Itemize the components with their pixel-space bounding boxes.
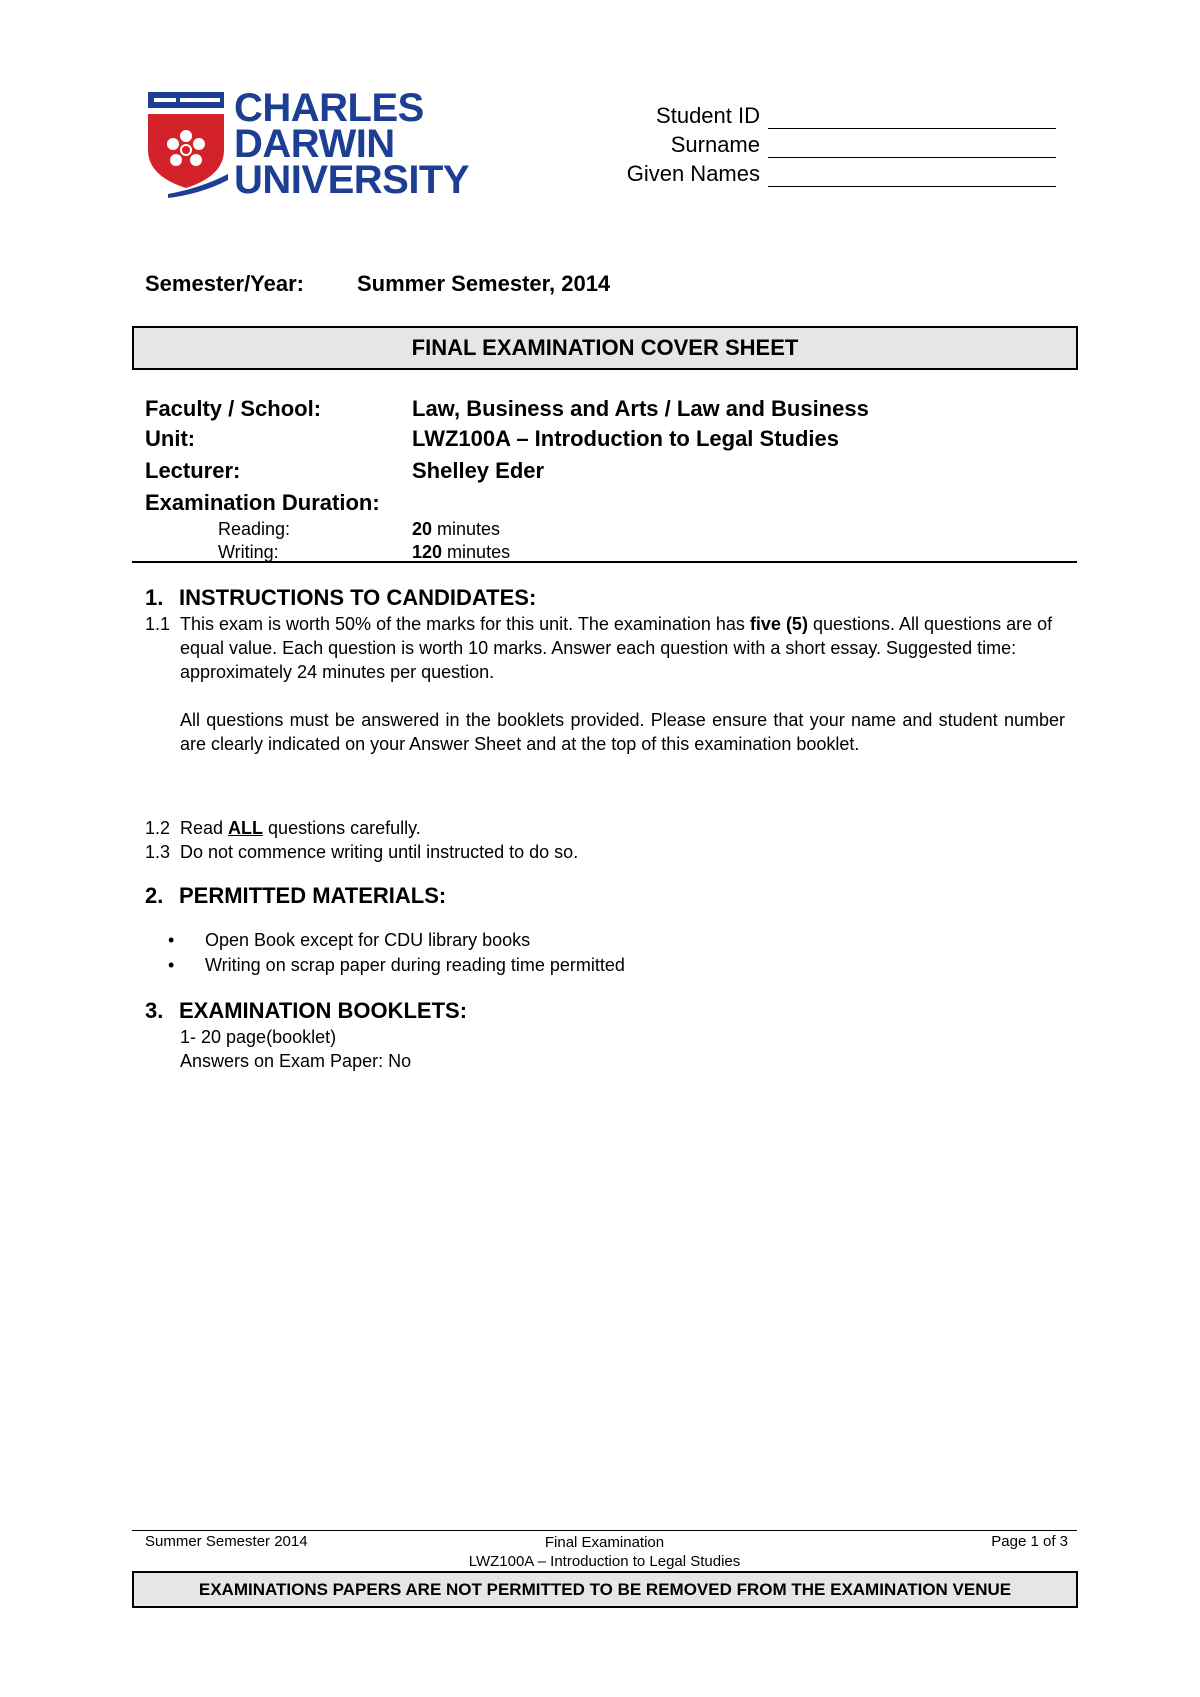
item-1-3-text: Do not commence writing until instructed to do so. xyxy=(180,842,579,862)
bullet-icon: • xyxy=(168,930,175,950)
reading-label: Reading: xyxy=(218,519,291,539)
item-1-1-post: questions. All questions are of equal value. Each question is worth 10 marks. Answer each question with a short essay. Suggested time: approximately 24 minutes per question. xyxy=(180,614,1053,682)
semester-label: Semester/Year: xyxy=(145,271,304,296)
writing-minutes: 120 xyxy=(412,542,443,562)
student-details-fields xyxy=(560,100,1060,187)
writing-label: Writing: xyxy=(218,542,279,562)
shield-icon xyxy=(146,90,228,198)
permitted-item-2: Writing on scrap paper during reading time permitted xyxy=(205,955,625,975)
semester-value: Summer Semester, 2014 xyxy=(357,271,611,296)
faculty-label: Faculty / School: xyxy=(145,396,322,421)
surname-row xyxy=(560,129,1060,158)
section2-heading: PERMITTED MATERIALS: xyxy=(179,883,447,908)
reading-value xyxy=(412,519,500,540)
lecturer-label: Lecturer: xyxy=(145,458,241,483)
student-id-row xyxy=(560,100,1060,129)
footer-divider xyxy=(132,1530,1077,1531)
logo-line-charles: CHARLES xyxy=(234,86,424,130)
section2-number: 2. xyxy=(145,883,164,908)
permitted-item-1: Open Book except for CDU library books xyxy=(205,930,531,950)
footer-notice: EXAMINATIONS PAPERS ARE NOT PERMITTED TO BE REMOVED FROM THE EXAMINATION VENUE xyxy=(132,1571,1078,1608)
reading-unit: minutes xyxy=(432,519,501,539)
answers-on-paper: Answers on Exam Paper: No xyxy=(180,1051,412,1071)
item-1-1-bold: five (5) xyxy=(749,614,808,634)
given-names-row xyxy=(560,158,1060,187)
section3-heading: EXAMINATION BOOKLETS: xyxy=(179,998,468,1023)
info-divider xyxy=(132,561,1077,563)
item-1-2-bold: ALL xyxy=(228,818,264,838)
reading-minutes: 20 xyxy=(412,519,433,539)
surname-label: Surname xyxy=(670,132,760,157)
booklet-info: 1- 20 page(booklet) xyxy=(180,1027,337,1047)
logo-line-university: UNIVERSITY xyxy=(234,158,470,202)
footer-semester: Summer Semester 2014 xyxy=(145,1533,308,1550)
lecturer-value: Shelley Eder xyxy=(412,458,545,483)
item-1-2-pre: Read xyxy=(180,818,229,838)
footer-exam-title: Final Examination xyxy=(544,1534,665,1551)
unit-value: LWZ100A – Introduction to Legal Studies xyxy=(412,426,839,451)
bullet-icon: • xyxy=(168,955,175,975)
cover-sheet-title: FINAL EXAMINATION COVER SHEET xyxy=(132,326,1078,370)
item-1-3-number: 1.3 xyxy=(145,842,171,862)
university-logo xyxy=(146,86,516,202)
unit-label: Unit: xyxy=(145,426,196,451)
item-1-1-paragraph2: All questions must be answered in the booklets provided. Please ensure that your name and student number are clearly indicated on your Answer Sheet and at the top of this examination booklet. xyxy=(180,710,1065,754)
student-id-label: Student ID xyxy=(656,103,760,128)
footer-unit: LWZ100A – Introduction to Legal Studies xyxy=(468,1553,741,1570)
footer-page-number: Page 1 of 3 xyxy=(991,1533,1068,1550)
given-names-label: Given Names xyxy=(626,161,760,186)
item-1-1-pre: This exam is worth 50% of the marks for this unit. The examination has xyxy=(180,614,750,634)
student-id-line xyxy=(768,106,1056,129)
item-1-1-text xyxy=(180,612,1065,684)
item-1-2-post: questions carefully. xyxy=(263,818,421,838)
section3-number: 3. xyxy=(145,998,164,1023)
faculty-value: Law, Business and Arts / Law and Business xyxy=(412,396,869,421)
writing-value xyxy=(412,542,510,563)
item-1-2-number: 1.2 xyxy=(145,818,171,838)
duration-label: Examination Duration: xyxy=(145,490,380,515)
item-1-2-text xyxy=(180,816,421,840)
item-1-1-number: 1.1 xyxy=(145,614,171,634)
semester-row xyxy=(145,271,611,297)
section1-heading: INSTRUCTIONS TO CANDIDATES: xyxy=(179,585,537,610)
surname-line xyxy=(768,135,1056,158)
logo-line-darwin: DARWIN xyxy=(234,122,395,166)
writing-unit: minutes xyxy=(442,542,511,562)
logo-wordmark xyxy=(234,86,470,202)
given-names-line xyxy=(768,164,1056,187)
section1-number: 1. xyxy=(145,585,164,610)
